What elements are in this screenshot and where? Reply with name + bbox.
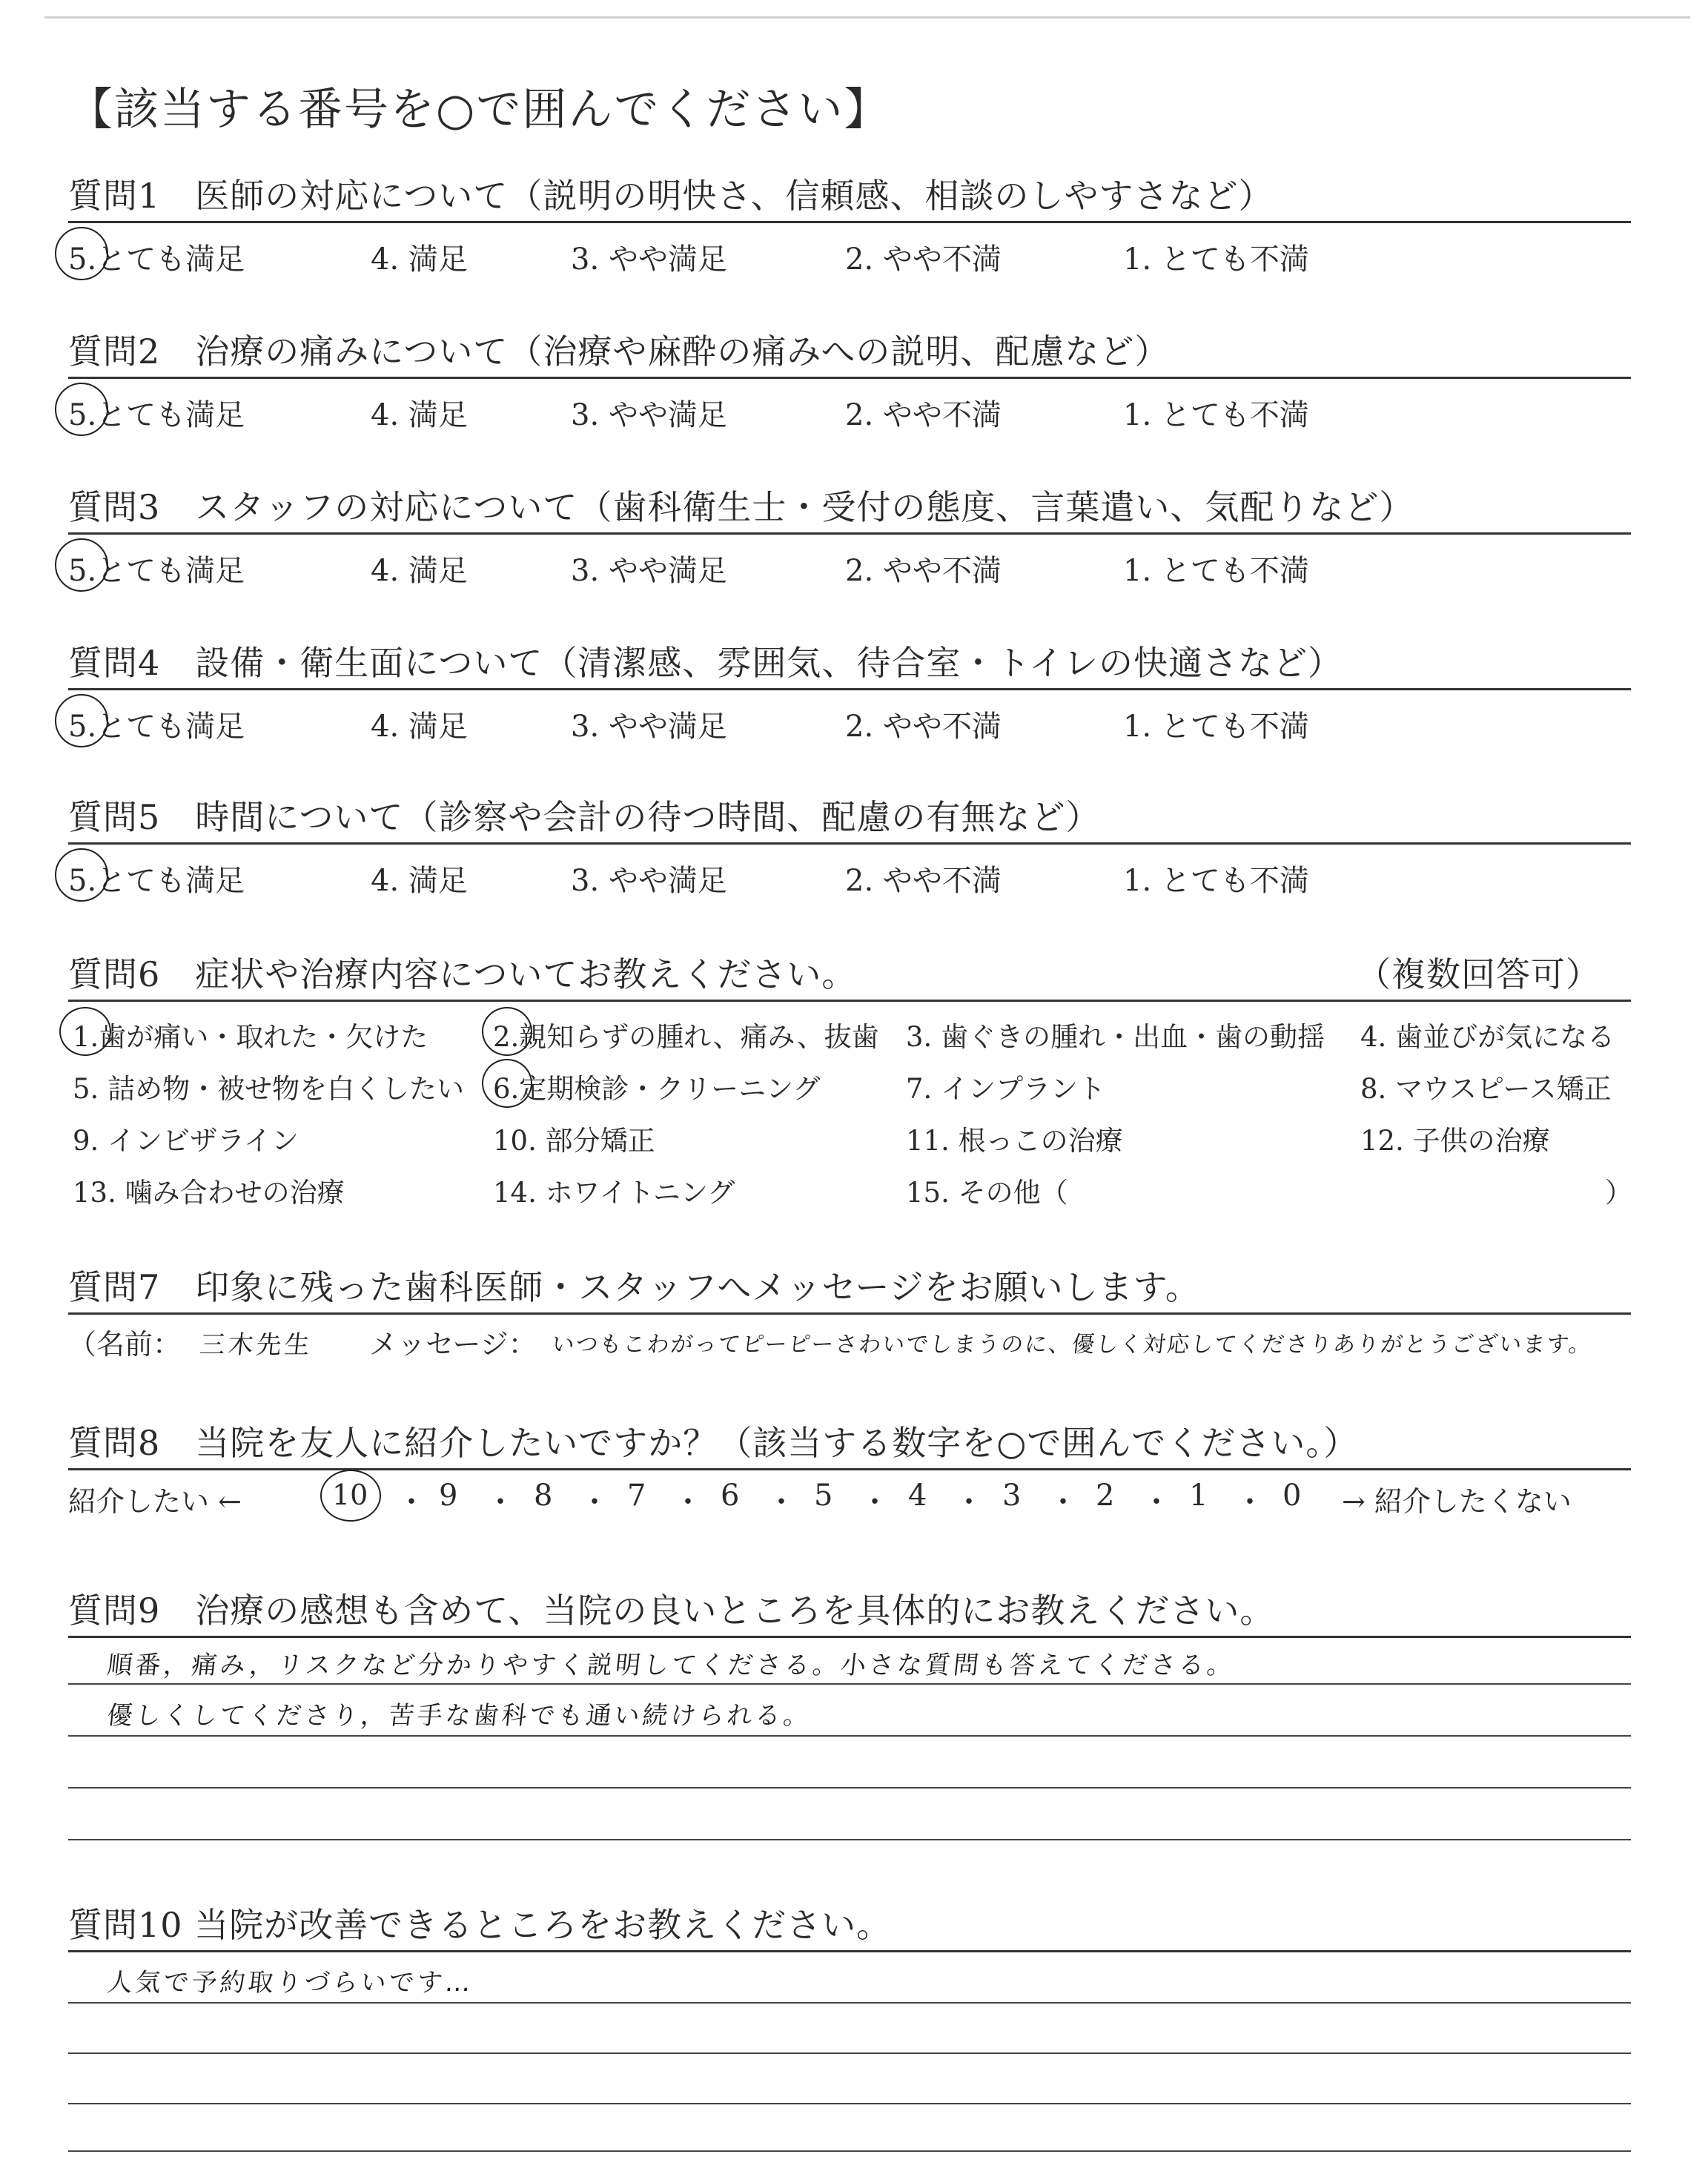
q8-scale-4[interactable]: 4: [908, 1479, 927, 1513]
q7-label: 質問7 印象に残った歯科医師・スタッフへメッセージをお願いします。: [68, 1267, 1200, 1307]
q6-item-15-close: ）: [1605, 1177, 1632, 1209]
q6-item-1-circle: [59, 1007, 111, 1056]
q4-option-1[interactable]: 1. とても不満: [1123, 710, 1309, 744]
q10-label: 質問10 当院が改善できるところをお教えください。: [68, 1905, 892, 1945]
q8-label: 質問8 当院を友人に紹介したいですか？（該当する数字を○で囲んでください。）: [68, 1423, 1359, 1463]
q5-label: 質問5 時間について（診察や会計の待つ時間、配慮の有無など）: [68, 797, 1101, 837]
q6-item-10[interactable]: 10. 部分矯正: [493, 1125, 655, 1157]
q9-label: 質問9 治療の感想も含めて、当院の良いところを具体的にお教えください。: [68, 1591, 1275, 1631]
q8-dot: ・: [580, 1485, 609, 1519]
q10-line-2: [68, 2052, 1631, 2054]
q9-line-1: [68, 1683, 1631, 1685]
q6-item-7[interactable]: 7. インプラント: [906, 1073, 1106, 1105]
q3-option-3[interactable]: 3. やや満足: [571, 554, 727, 588]
q8-scale-6[interactable]: 6: [721, 1479, 740, 1513]
q8-scale-7[interactable]: 7: [627, 1479, 646, 1513]
q4-option-5[interactable]: 5.とても満足: [68, 710, 245, 744]
q8-dot: ・: [1142, 1485, 1171, 1519]
q7-name-label: （名前：: [68, 1328, 182, 1361]
q9-answer-line-2[interactable]: 優しくしてくださり，苦手な歯科でも通い続けられる。: [105, 1701, 813, 1731]
q3-option-1[interactable]: 1. とても不満: [1123, 554, 1309, 588]
q5-selected-circle: [55, 848, 108, 902]
q1-option-2[interactable]: 2. やや不満: [845, 242, 1002, 277]
q6-item-2[interactable]: 2.親知らずの腫れ、痛み、抜歯: [493, 1021, 879, 1053]
q5-option-1[interactable]: 1. とても不満: [1123, 864, 1309, 898]
q8-left-label: 紹介したい ←: [68, 1485, 242, 1518]
q8-dot: ・: [673, 1485, 703, 1519]
q10-rule: [68, 1950, 1631, 1952]
q6-item-5[interactable]: 5. 詰め物・被せ物を白くしたい: [73, 1073, 465, 1105]
q8-dot: ・: [1235, 1485, 1265, 1519]
q6-item-4[interactable]: 4. 歯並びが気になる: [1360, 1021, 1615, 1053]
q3-option-5[interactable]: 5.とても満足: [68, 554, 245, 588]
q4-label: 質問4 設備・衛生面について（清潔感、雰囲気、待合室・トイレの快適さなど）: [68, 643, 1343, 683]
q1-option-1[interactable]: 1. とても不満: [1123, 242, 1309, 277]
q6-item-6-circle: [482, 1059, 532, 1108]
q6-item-11[interactable]: 11. 根っこの治療: [906, 1125, 1123, 1157]
q2-option-4[interactable]: 4. 満足: [371, 398, 468, 432]
q1-selected-circle: [55, 227, 108, 280]
q5-option-2[interactable]: 2. やや不満: [845, 864, 1002, 898]
q8-scale-5[interactable]: 5: [814, 1479, 833, 1513]
q8-scale-3[interactable]: 3: [1002, 1479, 1022, 1513]
q8-scale-1[interactable]: 1: [1189, 1479, 1208, 1513]
q6-item-1[interactable]: 1.歯が痛い・取れた・欠けた: [73, 1021, 428, 1053]
q5-option-4[interactable]: 4. 満足: [371, 864, 468, 898]
q9-answer-line-1[interactable]: 順番，痛み，リスクなど分かりやすく説明してくださる。小さな質問も答えてくださる。: [105, 1651, 1237, 1680]
q7-rule: [68, 1312, 1631, 1315]
q3-rule: [68, 532, 1631, 535]
q8-scale-10[interactable]: 10: [332, 1479, 368, 1511]
q1-option-4[interactable]: 4. 満足: [371, 242, 468, 277]
q2-option-2[interactable]: 2. やや不満: [845, 398, 1002, 432]
q2-option-1[interactable]: 1. とても不満: [1123, 398, 1309, 432]
q5-rule: [68, 842, 1631, 845]
q8-scale-9[interactable]: 9: [439, 1479, 458, 1513]
q7-name-value[interactable]: 三木先生: [198, 1330, 314, 1360]
q1-label: 質問1 医師の対応について（説明の明快さ、信頼感、相談のしやすさなど）: [68, 176, 1274, 216]
q8-scale-0[interactable]: 0: [1282, 1479, 1302, 1513]
q8-selected-circle: [320, 1470, 381, 1522]
q2-label: 質問2 治療の痛みについて（治療や麻酔の痛みへの説明、配慮など）: [68, 331, 1170, 371]
scan-edge: [44, 16, 1690, 19]
q6-item-13[interactable]: 13. 噛み合わせの治療: [73, 1177, 345, 1209]
q4-option-2[interactable]: 2. やや不満: [845, 710, 1002, 744]
q3-label: 質問3 スタッフの対応について（歯科衛生士・受付の態度、言葉遣い、気配りなど）: [68, 487, 1414, 527]
q9-line-3: [68, 1787, 1631, 1789]
q2-selected-circle: [55, 383, 108, 436]
q4-rule: [68, 688, 1631, 690]
q9-line-2: [68, 1735, 1631, 1737]
q6-item-3[interactable]: 3. 歯ぐきの腫れ・出血・歯の動揺: [906, 1021, 1325, 1053]
q7-message-value[interactable]: いつもこわがってピーピーさわいでしまうのに、優しく対応してくださりありがとうございます。: [550, 1332, 1594, 1358]
q8-right-label: → 紹介したくない: [1342, 1485, 1572, 1518]
q8-dot: ・: [860, 1485, 890, 1519]
q6-label: 質問6 症状や治療内容についてお教えください。: [68, 954, 857, 994]
q6-item-2-circle: [482, 1007, 532, 1056]
q8-dot: ・: [486, 1485, 515, 1519]
q8-dot: ・: [954, 1485, 984, 1519]
q6-item-9[interactable]: 9. インビザライン: [73, 1125, 299, 1157]
q5-option-5[interactable]: 5.とても満足: [68, 864, 245, 898]
form-title: 【該当する番号を○で囲んでください】: [68, 84, 890, 136]
q1-rule: [68, 221, 1631, 223]
q9-rule: [68, 1636, 1631, 1638]
q8-dot: ・: [767, 1485, 796, 1519]
q5-option-3[interactable]: 3. やや満足: [571, 864, 727, 898]
q8-rule: [68, 1468, 1631, 1470]
q1-option-5[interactable]: 5.とても満足: [68, 242, 245, 277]
q4-option-4[interactable]: 4. 満足: [371, 710, 468, 744]
q6-rule: [68, 1000, 1631, 1002]
q6-item-6[interactable]: 6.定期検診・クリーニング: [493, 1073, 821, 1105]
q2-option-5[interactable]: 5.とても満足: [68, 398, 245, 432]
q10-line-1: [68, 2002, 1631, 2004]
q8-scale-8[interactable]: 8: [534, 1479, 553, 1513]
q7-message-label: メッセージ：: [369, 1328, 537, 1361]
q6-note: （複数回答可）: [1357, 954, 1601, 994]
q1-option-3[interactable]: 3. やや満足: [571, 242, 727, 277]
q4-option-3[interactable]: 3. やや満足: [571, 710, 727, 744]
q3-option-2[interactable]: 2. やや不満: [845, 554, 1002, 588]
q10-line-3: [68, 2103, 1631, 2104]
q10-answer-line-1[interactable]: 人気で予約取りづらいです…: [105, 1968, 475, 1998]
q8-scale-2[interactable]: 2: [1096, 1479, 1115, 1513]
q6-item-15[interactable]: 15. その他（: [906, 1177, 1068, 1209]
q6-item-12[interactable]: 12. 子供の治療: [1360, 1125, 1550, 1157]
q8-dot: ・: [397, 1485, 426, 1519]
q4-selected-circle: [55, 694, 108, 747]
q8-dot: ・: [1048, 1485, 1078, 1519]
q6-item-8[interactable]: 8. マウスピース矯正: [1360, 1073, 1612, 1105]
q3-selected-circle: [55, 538, 108, 592]
q6-item-14[interactable]: 14. ホワイトニング: [493, 1177, 735, 1209]
q10-line-4: [68, 2150, 1631, 2152]
q2-rule: [68, 377, 1631, 379]
q3-option-4[interactable]: 4. 満足: [371, 554, 468, 588]
q2-option-3[interactable]: 3. やや満足: [571, 398, 727, 432]
q9-line-4: [68, 1839, 1631, 1840]
